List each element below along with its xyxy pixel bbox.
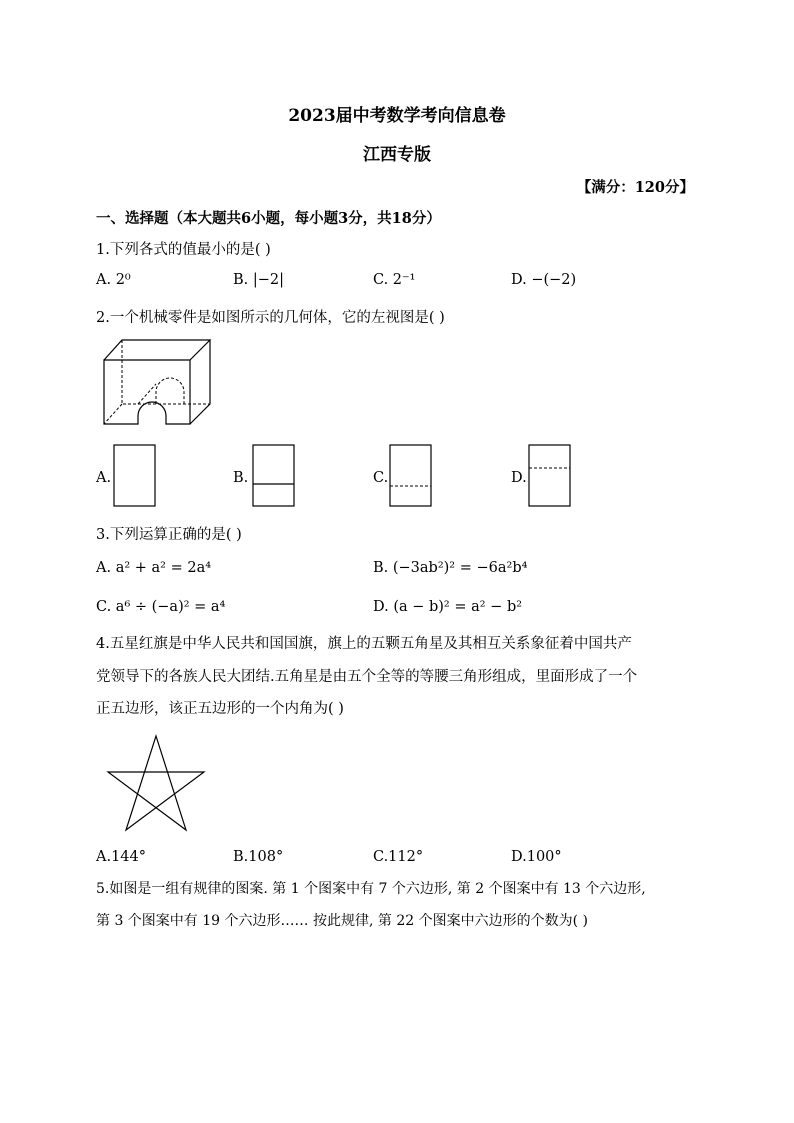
full-score-label: 【满分：120分】	[576, 179, 694, 196]
q2-option-c: C.	[373, 470, 389, 486]
q2-option-a: A.	[96, 470, 112, 486]
q1-option-c: C. 2⁻¹	[373, 272, 416, 288]
question-5-line-1: 5.如图是一组有规律的图案. 第 1 个图案中有 7 个六边形, 第 2 个图案中有 13 个六边形,	[96, 881, 646, 897]
q2-option-c-figure	[389, 444, 433, 508]
machine-part-figure	[100, 336, 220, 431]
q4-option-b: B.108°	[233, 849, 284, 865]
section-heading: 一、选择题（本大题共6小题，每小题3分，共18分）	[96, 210, 441, 227]
q2-option-d: D.	[511, 470, 527, 486]
question-3-stem: 3.下列运算正确的是( )	[96, 527, 242, 543]
q4-option-c: C.112°	[373, 849, 424, 865]
q2-option-b-figure	[252, 444, 296, 508]
q2-option-d-figure	[528, 444, 572, 508]
q2-option-b: B.	[233, 470, 249, 486]
q1-option-d: D. −(−2)	[511, 272, 577, 288]
question-4-line-2: 党领导下的各族人民大团结.五角星是由五个全等的等腰三角形组成，里面形成了一个	[96, 669, 638, 685]
page-title: 2023届中考数学考向信息卷	[288, 106, 506, 126]
q3-option-d: D. (a − b)² = a² − b²	[373, 599, 523, 615]
q2-option-a-figure	[113, 444, 157, 508]
q3-option-c: C. a⁶ ÷ (−a)² = a⁴	[96, 599, 226, 615]
q4-option-d: D.100°	[511, 849, 562, 865]
page-subtitle: 江西专版	[363, 145, 431, 165]
q3-option-a: A. a² + a² = 2a⁴	[96, 560, 212, 576]
q3-option-b: B. (−3ab²)² = −6a²b⁴	[373, 560, 528, 576]
q4-option-a: A.144°	[96, 849, 147, 865]
q1-option-a: A. 2⁰	[96, 272, 131, 288]
question-1-stem: 1.下列各式的值最小的是( )	[96, 242, 271, 258]
question-5-line-2: 第 3 个图案中有 19 个六边形…… 按此规律, 第 22 个图案中六边形的个数为( )	[96, 913, 588, 929]
q1-option-b: B. |−2|	[233, 272, 285, 288]
question-2-stem: 2.一个机械零件是如图所示的几何体，它的左视图是( )	[96, 310, 445, 326]
five-pointed-star-figure	[104, 734, 208, 834]
question-4-line-1: 4.五星红旗是中华人民共和国国旗，旗上的五颗五角星及其相互关系象征着中国共产	[96, 636, 632, 652]
question-4-line-3: 正五边形，该正五边形的一个内角为( )	[96, 701, 344, 717]
